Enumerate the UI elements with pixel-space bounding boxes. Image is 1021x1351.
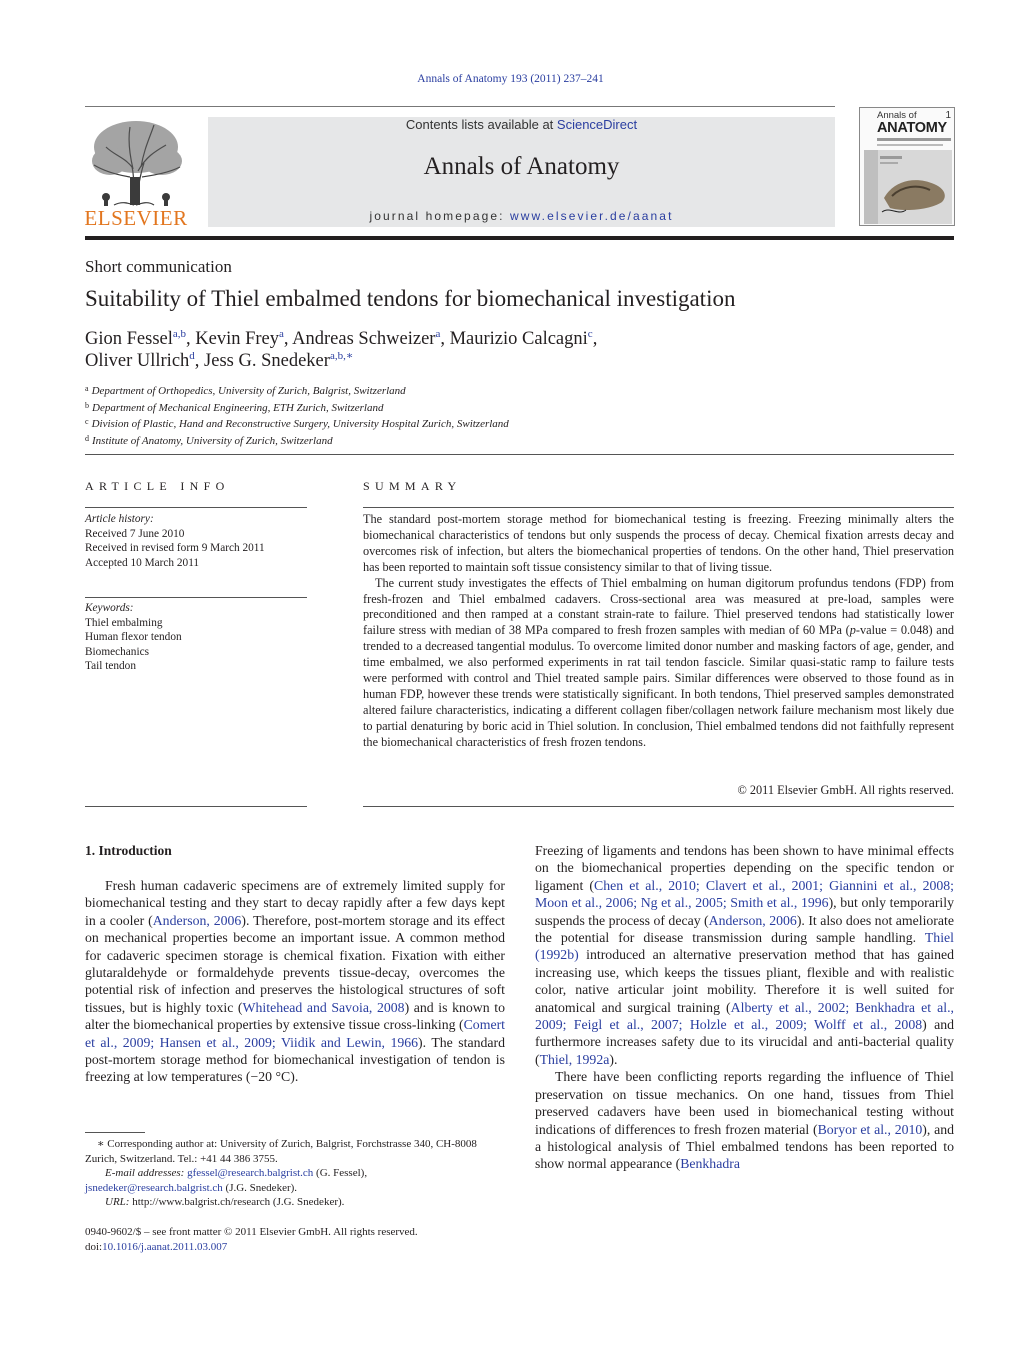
body-text: Freezing of ligaments and tendons has been shown to have minimal effects on the biomechanical properties depending on the specific tendon or ligament ( — [535, 843, 954, 893]
cover-title: ANATOMY — [877, 120, 947, 136]
divider — [363, 507, 954, 508]
affiliation-mark[interactable]: a — [435, 328, 441, 340]
body-text: ). Therefore, post-mortem storage and its effect on mechanical properties become an important issue. A common method for cadaveric specimen storage is chemical fixation. Fixation with either glutaraldehyde or formaldehyde prevents tissue-decay, overcomes the potential risk of infection and preserves the histological structures of soft tissues, but is highly toxic ( — [85, 912, 505, 1015]
history-label: Article history: — [85, 513, 154, 525]
keyword: Thiel embalming — [85, 616, 163, 629]
body-text: ), but only temporarily suspends the process of decay ( — [535, 895, 955, 928]
citation-link[interactable]: Whitehead and Savoia, 2008 — [242, 999, 405, 1015]
citation-link[interactable]: Comert et al., 2009; Hansen et al., 2009; Viidik and Lewin, 1966 — [85, 1017, 505, 1050]
body-text: ) and furthermore increases safety due to its virucidal and anti-bacterial quality ( — [535, 1017, 955, 1067]
author-name[interactable]: Oliver Ullrich — [85, 351, 190, 371]
article-type: Short communication — [85, 257, 232, 276]
front-matter — [85, 1225, 418, 1254]
masthead-top-rule — [85, 106, 835, 107]
body-text: ), and a histological analysis of Thiel embalmed tendons has been reported to show normal appearance ( — [535, 1121, 955, 1172]
summary-paragraph: The current study investigates the effects of Thiel embalming on human digitorum profundus tendons (FDP) from fresh-frozen and Thiel embalmed cadavers. Cross-sectional area was measured at pre-load, samples were preconditioned and then ramped at a constant strain-rate to failure. Thiel preserved tendons had statistically lower failure stress with median of 38 MPa compared to fresh frozen samples with median of 60 MPa (p-value = 0.048) and trended to a decreased tangential modulus. To overcome limited donor number and masking factors of age, gender, and time embalmed, we also performed experiments in rat tail tendon fascicle. Similar quasi-static ramp to failure tests were performed with control and Thiel treated sample pairs. Similar differences were observed to those found as in human FDP, however these trends were statistically significant. In both tendons, Thiel preserved samples demonstrated altered failure characteristics, indicating a different collagen fiber/collagen network failure mechanism most likely due to partial denaturing by boric acid in Thiel solution. In conclusion, Thiel embalmed tendons did not faithfully represent the biomechanical characteristics of fresh frozen tendons. — [363, 575, 954, 749]
body-paragraph — [535, 842, 954, 1068]
email-note: E-mail addresses: gfessel@research.balgrist.ch (G. Fessel), — [105, 1167, 368, 1179]
cover-subtitle-line — [877, 138, 951, 141]
footnote-divider — [85, 1132, 145, 1133]
author-name[interactable]: Gion Fessel — [85, 329, 173, 349]
journal-homepage-line: journal homepage: www.elsevier.de/aanat — [369, 209, 674, 223]
citation-link[interactable]: Anderson, 2006 — [708, 912, 797, 928]
keywords — [85, 601, 182, 674]
citation-link[interactable]: Benkhadra — [680, 1156, 740, 1172]
citation-link[interactable]: Thiel, 1992a — [539, 1051, 610, 1067]
divider — [363, 806, 954, 807]
body-paragraph — [535, 1068, 954, 1172]
history-item: Received in revised form 9 March 2011 — [85, 542, 265, 554]
citation-link[interactable]: Chen et al., 2010; Clavert et al., 2001; Giannini et al., 2008; Moon et al., 2006; Ng et al., 2005; Smith et al., 1996 — [535, 877, 954, 911]
body-text: ). — [609, 1051, 618, 1067]
email-link[interactable]: jsnedeker@research.balgrist.ch — [85, 1181, 223, 1194]
elsevier-wordmark: ELSEVIER — [84, 206, 188, 230]
journal-citation[interactable]: Annals of Anatomy 193 (2011) 237–241 — [417, 73, 604, 85]
article-history — [85, 512, 265, 570]
affiliation-mark[interactable]: a — [279, 328, 284, 340]
email-link[interactable]: gfessel@research.balgrist.ch — [187, 1167, 314, 1179]
affiliation-item: $^c$ Division of Plastic, Hand and Reconstructive Surgery, University Hospital Zurich, Switzerland — [85, 417, 509, 430]
article-title: Suitability of Thiel embalmed tendons for biomechanical investigation — [85, 286, 736, 311]
history-item: Accepted 10 March 2011 — [85, 556, 200, 569]
affiliation-item: $^b$ Department of Mechanical Engineering, ETH Zurich, Switzerland — [85, 400, 384, 414]
summary-heading: SUMMARY — [363, 479, 462, 493]
cover-volume: 1 — [945, 110, 951, 121]
body-column-right — [535, 842, 954, 1173]
cover-subtitle-line — [877, 144, 943, 146]
affiliation-mark[interactable]: d — [189, 350, 195, 362]
url-note: URL: http://www.balgrist.ch/research (J.G. Snedeker). — [105, 1196, 345, 1208]
keyword: Tail tendon — [85, 660, 136, 672]
divider — [85, 806, 307, 807]
citation-link[interactable]: Anderson, 2006 — [152, 912, 242, 928]
divider — [85, 507, 307, 508]
doi-link[interactable]: 10.1016/j.aanat.2011.03.007 — [102, 1240, 228, 1253]
journal-homepage-link[interactable]: www.elsevier.de/aanat — [510, 209, 674, 223]
author-name[interactable]: Kevin Frey — [195, 329, 280, 349]
author-list: Gion Fessel$^{a,b}$, Kevin Frey$^a$, Andreas Schweizer$^a$, Maurizio Calcagni$^c$, Oliver Ullrich$^d$, Jess G. Snedeker$^{a,b,∗}$ — [85, 328, 598, 371]
affiliation-list — [85, 382, 509, 448]
citation-link[interactable]: Alberty et al., 2002; Benkhadra et al., 2009; Feigl et al., 2007; Holzle et al., 2009; Wolff et al., 2008 — [535, 999, 954, 1033]
section-heading-introduction: 1. Introduction — [85, 843, 172, 858]
header-divider — [85, 454, 954, 455]
author-name[interactable]: Maurizio Calcagni — [449, 329, 588, 349]
email-note-cont: jsnedeker@research.balgrist.ch (J.G. Snedeker). — [85, 1181, 298, 1194]
body-text: ) and is known to alter the biomechanical properties by extensive tissue cross-linking ( — [85, 999, 505, 1033]
body-column-left — [85, 877, 505, 1086]
article-info-heading: ARTICLE INFO — [85, 479, 230, 493]
keywords-label: Keywords: — [85, 602, 134, 614]
copyright-notice: © 2011 Elsevier GmbH. All rights reserved. — [737, 783, 954, 797]
body-text: introduced an alternative preservation method that has gained increasing use, which keeps the tissues pliant, flexible and with realistic color, native articular joint mobility. Therefore it is well suited for anatomical and surgical training ( — [535, 947, 954, 1015]
citation-link[interactable]: Boryor et al., 2010 — [817, 1121, 923, 1137]
issn-line: 0940-9602/$ – see front matter © 2011 Elsevier GmbH. All rights reserved. — [85, 1226, 418, 1238]
contents-line: Contents lists available at ScienceDirect — [405, 117, 638, 132]
summary-paragraph: The standard post-mortem storage method for biomechanical testing is freezing. Freezing minimally alters the biomechanical characteristics of tendons but only suspends the process of decay. Chemical fixation arrests decay and overcomes risk of infection, but alters the biomechanical properties of tendons. On the other hand, Thiel preservation has been reported to maintain soft tissue consistency similar to that of living tissue. — [363, 512, 954, 574]
affiliation-item: $^d$ Institute of Anatomy, University of Zurich, Switzerland — [85, 433, 333, 447]
body-text: ). The standard post-mortem storage method for biomechanical investigation of tendon is freezing at low temperatures (−20 °C). — [85, 1034, 505, 1085]
cover-title-small: Annals of — [877, 110, 917, 121]
doi-line: doi:10.1016/j.aanat.2011.03.007 — [85, 1240, 228, 1253]
summary-text — [363, 512, 954, 751]
keyword: Biomechanics — [85, 645, 149, 658]
masthead-bottom-rule — [85, 236, 954, 240]
footnotes — [85, 1137, 505, 1210]
body-paragraph — [85, 877, 505, 1086]
cover-image — [864, 150, 952, 224]
affiliation-item: $^a$ Department of Orthopedics, University of Zurich, Balgrist, Switzerland — [85, 384, 406, 397]
journal-name[interactable]: Annals of Anatomy — [423, 153, 620, 180]
body-text: Fresh human cadaveric specimens are of extremely limited supply for biomechanical testing and they start to decay rapidly after a few days kept in a cooler ( — [85, 878, 505, 928]
url-text[interactable]: http://www.balgrist.ch/research (J.G. Snedeker). — [129, 1196, 345, 1208]
affiliation-mark[interactable]: a,b — [172, 328, 187, 340]
history-item: Received 7 June 2010 — [85, 527, 185, 540]
author-name[interactable]: Jess G. Snedeker — [204, 351, 330, 371]
body-text: ). It also does not ameliorate the potential for disease transmission during sample handling. — [535, 912, 954, 946]
author-name[interactable]: Andreas Schweizer — [292, 329, 436, 349]
keyword: Human flexor tendon — [85, 631, 182, 643]
affiliation-mark[interactable]: c — [587, 328, 593, 340]
citation-link[interactable]: Thiel (1992b) — [535, 930, 954, 963]
corresponding-author-note: ∗ Corresponding author at: University of Zurich, Balgrist, Forchstrasse 340, CH-8008 Zurich, Switzerland. Tel.: +41 44 386 3755. — [85, 1138, 477, 1165]
divider — [85, 597, 307, 598]
journal-cover-thumbnail[interactable] — [859, 107, 955, 226]
body-text: There have been conflicting reports regarding the influence of Thiel preservation on tissue mechanics. On one hand, tissues from Thiel preserved cadavers have been used in biomechanical testing without indications of differences to fresh frozen material ( — [535, 1069, 954, 1137]
sciencedirect-link[interactable]: ScienceDirect — [556, 117, 638, 132]
affiliation-mark[interactable]: a,b,∗ — [329, 350, 354, 362]
